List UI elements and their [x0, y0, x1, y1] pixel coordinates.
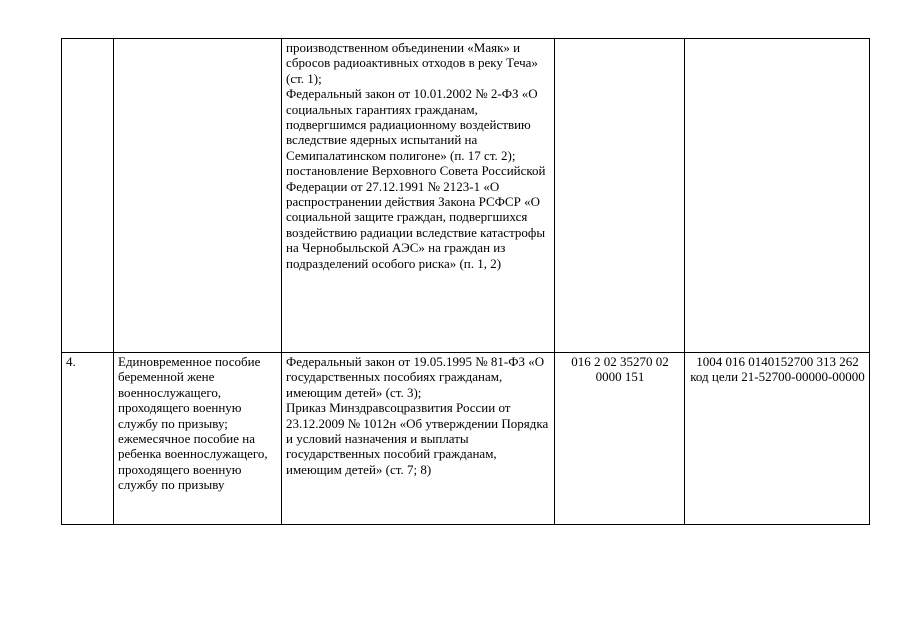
benefits-table	[61, 38, 870, 525]
table-row	[62, 39, 870, 353]
legal-basis-paragraph: Федеральный закон от 19.05.1995 № 81-ФЗ «О государственных пособиях гражданам, имеющим детей» (ст. 3);	[286, 354, 545, 400]
row-number-cell: 4.	[62, 353, 114, 525]
budget-code-cell: 016 2 02 35270 02 0000 151	[555, 353, 685, 525]
row-number-cell	[62, 39, 114, 353]
classification-cell	[685, 39, 870, 353]
legal-basis-paragraph: производственном объединении «Маяк» и сбросов радиоактивных отходов в реку Теча» (ст. 1);	[286, 40, 538, 86]
legal-basis-paragraph: Приказ Минздравсоцразвития России от 23.12.2009 № 1012н «Об утверждении Порядка и условий назначения и выплаты государственных пособий гражданам, имеющим детей» (ст. 7; 8)	[286, 400, 549, 477]
benefit-cell: Единовременное пособие беременной жене военнослужащего, проходящего военную службу по призыву; ежемесячное пособие на ребенка военнослужащего, проходящего военную службу по призыву	[114, 353, 282, 525]
benefit-cell	[114, 39, 282, 353]
legal-basis-paragraph: Федеральный закон от 10.01.2002 № 2-ФЗ «О социальных гарантиях гражданам, подвергшимся радиационному воздействию вследствие ядерных испытаний на Семипалатинском полигоне» (п. 17 ст. 2);	[286, 86, 538, 163]
budget-code-cell	[555, 39, 685, 353]
legal-basis-cell	[282, 39, 555, 353]
classification-cell: 1004 016 0140152700 313 262 код цели 21-52700-00000-00000	[685, 353, 870, 525]
legal-basis-paragraph: постановление Верховного Совета Российской Федерации от 27.12.1991 № 2123-1 «О распространении действия Закона РСФСР «О социальной защите граждан, подвергшихся воздействию радиации вследствие катастрофы на Чернобыльской АЭС» на граждан из подразделений особого риска» (п. 1, 2)	[286, 163, 546, 271]
legal-basis-cell	[282, 353, 555, 525]
table-row	[62, 353, 870, 525]
